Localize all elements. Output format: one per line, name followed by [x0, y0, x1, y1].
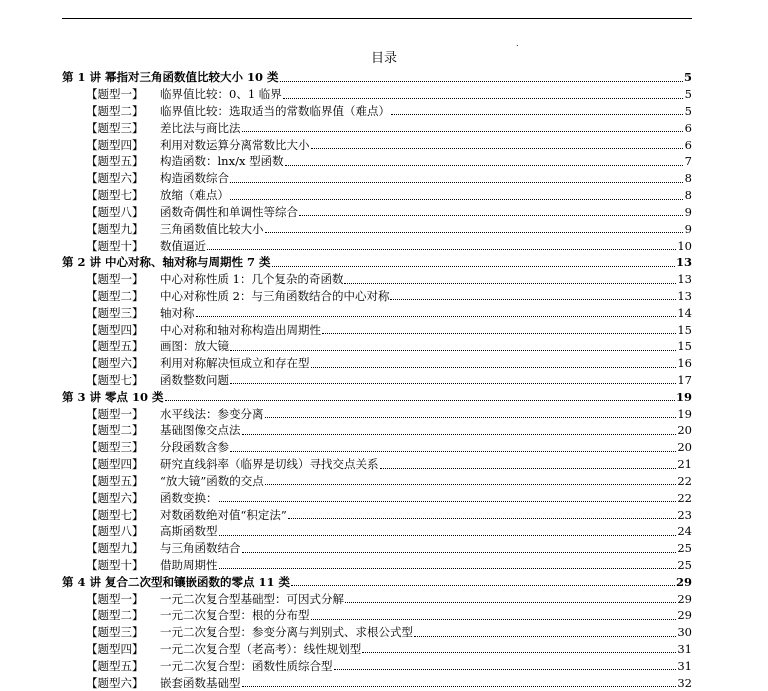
dot-leader — [390, 299, 676, 300]
toc-chapter-entry[interactable] — [62, 69, 692, 86]
toc-item-entry[interactable] — [62, 86, 692, 103]
item-tag: 【题型十】 — [86, 557, 144, 572]
page-number: 9 — [684, 221, 692, 236]
dot-leader — [288, 518, 677, 519]
toc-item-entry[interactable] — [62, 304, 692, 321]
dot-leader — [311, 367, 677, 368]
toc-item-entry[interactable] — [62, 153, 692, 170]
page-number: 13 — [677, 272, 692, 287]
page-number: 9 — [684, 204, 692, 219]
dot-leader — [242, 131, 684, 132]
header-rule — [62, 18, 692, 19]
page-number: 23 — [677, 507, 692, 522]
dot-leader — [242, 434, 677, 435]
page-number: 6 — [684, 137, 692, 152]
item-title: 临界值比较：0、1 临界 — [160, 87, 282, 102]
item-tag: 【题型二】 — [86, 104, 144, 119]
toc-chapter-entry[interactable] — [62, 388, 692, 405]
toc-item-entry[interactable] — [62, 405, 692, 422]
item-title: 构造函数：lnx/x 型函数 — [160, 154, 284, 169]
dot-leader — [230, 182, 683, 183]
toc-item-entry[interactable] — [62, 321, 692, 338]
item-title: 函数奇偶性和单调性等综合 — [160, 204, 298, 219]
item-tag: 【题型二】 — [86, 608, 144, 623]
item-title: 构造函数综合 — [160, 171, 229, 186]
item-title: 一元二次复合型：参变分离与判别式、求根公式型 — [160, 625, 413, 640]
page-number: 22 — [677, 490, 692, 505]
toc-item-entry[interactable] — [62, 557, 692, 574]
toc-item-entry[interactable] — [62, 170, 692, 187]
page-number: 13 — [675, 255, 692, 270]
item-tag: 【题型四】 — [86, 322, 144, 337]
page-number: 31 — [677, 642, 692, 657]
item-title: 轴对称 — [160, 305, 195, 320]
toc-item-entry[interactable] — [62, 372, 692, 389]
dot-leader — [311, 619, 677, 620]
page-number: 30 — [677, 625, 692, 640]
dot-leader — [322, 333, 676, 334]
item-title: 放缩（难点） — [160, 188, 229, 203]
dot-leader — [207, 249, 676, 250]
item-tag: 【题型一】 — [86, 591, 144, 606]
page-number: 31 — [677, 658, 692, 673]
dot-leader — [265, 232, 684, 233]
page-title: 目录 — [370, 51, 397, 66]
toc-item-entry[interactable] — [62, 103, 692, 120]
item-title: 一元二次复合型：根的分布型 — [160, 608, 310, 623]
page-number: 10 — [677, 238, 692, 253]
dot-leader — [280, 81, 683, 82]
toc-chapter-entry[interactable] — [62, 573, 692, 590]
dot-leader — [362, 652, 676, 653]
page-number: 29 — [675, 574, 692, 589]
item-tag: 【题型六】 — [86, 356, 144, 371]
toc-item-entry[interactable] — [62, 489, 692, 506]
item-tag: 【题型六】 — [86, 171, 144, 186]
item-title: 三角函数值比较大小 — [160, 221, 264, 236]
item-title: 分段函数含参 — [160, 440, 229, 455]
item-tag: 【题型十】 — [86, 238, 144, 253]
dot-leader — [242, 552, 677, 553]
item-tag: 【题型六】 — [86, 490, 144, 505]
page-number: 19 — [677, 406, 692, 421]
page-number: 24 — [677, 524, 692, 539]
item-tag: 【题型三】 — [86, 120, 144, 135]
page-number: 5 — [683, 70, 692, 85]
dot-leader — [344, 283, 676, 284]
page-number: 25 — [677, 541, 692, 556]
item-title: 中心对称和轴对称构造出周期性 — [160, 322, 321, 337]
item-title: 利用对数运算分离常数比大小 — [160, 137, 310, 152]
item-title: 利用对称解决恒成立和存在型 — [160, 356, 310, 371]
toc-item-entry[interactable] — [62, 607, 692, 624]
chapter-title: 第 4 讲 复合二次型和镶嵌函数的零点 11 类 — [62, 574, 291, 589]
item-title: 中心对称性质 2：与三角函数结合的中心对称 — [160, 288, 390, 303]
dot-leader — [230, 199, 683, 200]
dot-leader — [196, 316, 677, 317]
page-number: 16 — [677, 356, 692, 371]
dot-leader — [285, 165, 683, 166]
toc-item-entry[interactable] — [62, 355, 692, 372]
item-title: 函数变换： — [160, 490, 218, 505]
toc-item-entry[interactable] — [62, 674, 692, 691]
chapter-title: 第 2 讲 中心对称、轴对称与周期性 7 类 — [62, 255, 271, 270]
dot-leader — [219, 501, 677, 502]
item-title: 中心对称性质 1：几个复杂的奇函数 — [160, 272, 344, 287]
page-number: 14 — [677, 305, 692, 320]
item-tag: 【题型九】 — [86, 541, 144, 556]
toc-item-entry[interactable] — [62, 220, 692, 237]
item-title: 基础图像交点法 — [160, 423, 241, 438]
chapter-title: 第 3 讲 零点 10 类 — [62, 389, 164, 404]
item-tag: 【题型八】 — [86, 204, 144, 219]
toc-item-entry[interactable] — [62, 237, 692, 254]
item-title: 研究直线斜率（临界是切线）寻找交点关系 — [160, 457, 379, 472]
toc-chapter-entry[interactable] — [62, 254, 692, 271]
dot-leader — [230, 383, 676, 384]
dot-leader — [265, 484, 677, 485]
item-tag: 【题型七】 — [86, 373, 144, 388]
page-number: 22 — [677, 473, 692, 488]
item-title: 借助周期性 — [160, 557, 218, 572]
item-title: 对数函数绝对值“积定法” — [160, 507, 287, 522]
toc-item-entry[interactable] — [62, 288, 692, 305]
item-title: 水平线法：参变分离 — [160, 406, 264, 421]
dot-leader — [291, 585, 675, 586]
toc-item-entry[interactable] — [62, 187, 692, 204]
item-title: 高斯函数型 — [160, 524, 218, 539]
item-title: 一元二次复合型（老高考）：线性规划型 — [160, 642, 362, 657]
dot-leader — [242, 686, 677, 687]
item-title: 数值逼近 — [160, 238, 206, 253]
dot-leader — [299, 215, 683, 216]
item-title: 临界值比较：选取适当的常数临界值（难点） — [160, 104, 390, 119]
item-tag: 【题型二】 — [86, 423, 144, 438]
page-number: 20 — [677, 423, 692, 438]
dot-leader — [334, 669, 677, 670]
toc-item-entry[interactable] — [62, 473, 692, 490]
item-tag: 【题型五】 — [86, 658, 144, 673]
item-title: 差比法与商比法 — [160, 120, 241, 135]
item-title: “放大镜”函数的交点 — [160, 473, 264, 488]
page-number: 15 — [677, 339, 692, 354]
dot-leader — [283, 98, 683, 99]
page-number: 5 — [684, 104, 692, 119]
toc-item-entry[interactable] — [62, 271, 692, 288]
toc-item-entry[interactable] — [62, 506, 692, 523]
dot-leader — [230, 451, 676, 452]
page-number: 29 — [677, 608, 692, 623]
dot-leader — [265, 417, 677, 418]
dot-leader — [165, 400, 675, 401]
item-title: 一元二次复合型基础型：可因式分解 — [160, 591, 344, 606]
item-tag: 【题型一】 — [86, 406, 144, 421]
page-number: 15 — [677, 322, 692, 337]
item-tag: 【题型五】 — [86, 154, 144, 169]
item-tag: 【题型八】 — [86, 524, 144, 539]
page-number: 6 — [684, 120, 692, 135]
toc-item-entry[interactable] — [62, 204, 692, 221]
dot-leader — [272, 266, 675, 267]
table-of-contents — [62, 69, 692, 691]
toc-item-entry[interactable] — [62, 624, 692, 641]
page-number: 13 — [677, 288, 692, 303]
dot-leader — [311, 148, 684, 149]
corner-mark: . — [516, 39, 519, 48]
toc-item-entry[interactable] — [62, 119, 692, 136]
item-title: 一元二次复合型：函数性质综合型 — [160, 658, 333, 673]
toc-item-entry[interactable] — [62, 422, 692, 439]
item-tag: 【题型三】 — [86, 440, 144, 455]
dot-leader — [414, 636, 676, 637]
item-title: 画图：放大镜 — [160, 339, 229, 354]
page-number: 20 — [677, 440, 692, 455]
toc-item-entry[interactable] — [62, 590, 692, 607]
item-title: 与三角函数结合 — [160, 541, 241, 556]
page-number: 7 — [684, 154, 692, 169]
page-number: 8 — [684, 171, 692, 186]
page-number: 21 — [677, 457, 692, 472]
toc-item-entry[interactable] — [62, 439, 692, 456]
item-tag: 【题型七】 — [86, 188, 144, 203]
item-tag: 【题型一】 — [86, 87, 144, 102]
item-tag: 【题型三】 — [86, 625, 144, 640]
page-number: 25 — [677, 557, 692, 572]
page-number: 8 — [684, 188, 692, 203]
item-tag: 【题型七】 — [86, 507, 144, 522]
toc-item-entry[interactable] — [62, 456, 692, 473]
item-tag: 【题型二】 — [86, 288, 144, 303]
toc-item-entry[interactable] — [62, 641, 692, 658]
dot-leader — [391, 114, 683, 115]
item-tag: 【题型九】 — [86, 221, 144, 236]
dot-leader — [345, 602, 676, 603]
page-number: 32 — [677, 675, 692, 690]
toc-item-entry[interactable] — [62, 338, 692, 355]
dot-leader — [219, 535, 677, 536]
dot-leader — [219, 568, 677, 569]
toc-item-entry[interactable] — [62, 540, 692, 557]
dot-leader — [230, 350, 676, 351]
item-tag: 【题型四】 — [86, 457, 144, 472]
item-tag: 【题型六】 — [86, 675, 144, 690]
chapter-title: 第 1 讲 幂指对三角函数值比较大小 10 类 — [62, 70, 279, 85]
dot-leader — [380, 468, 677, 469]
item-tag: 【题型三】 — [86, 305, 144, 320]
page-number: 17 — [677, 373, 692, 388]
item-title: 函数整数问题 — [160, 373, 229, 388]
toc-item-entry[interactable] — [62, 657, 692, 674]
item-tag: 【题型五】 — [86, 339, 144, 354]
item-tag: 【题型一】 — [86, 272, 144, 287]
item-title: 嵌套函数基础型 — [160, 675, 241, 690]
toc-item-entry[interactable] — [62, 523, 692, 540]
page-number: 29 — [677, 591, 692, 606]
item-tag: 【题型四】 — [86, 137, 144, 152]
item-tag: 【题型五】 — [86, 473, 144, 488]
page-number: 19 — [675, 389, 692, 404]
item-tag: 【题型四】 — [86, 642, 144, 657]
toc-item-entry[interactable] — [62, 136, 692, 153]
page-number: 5 — [684, 87, 692, 102]
